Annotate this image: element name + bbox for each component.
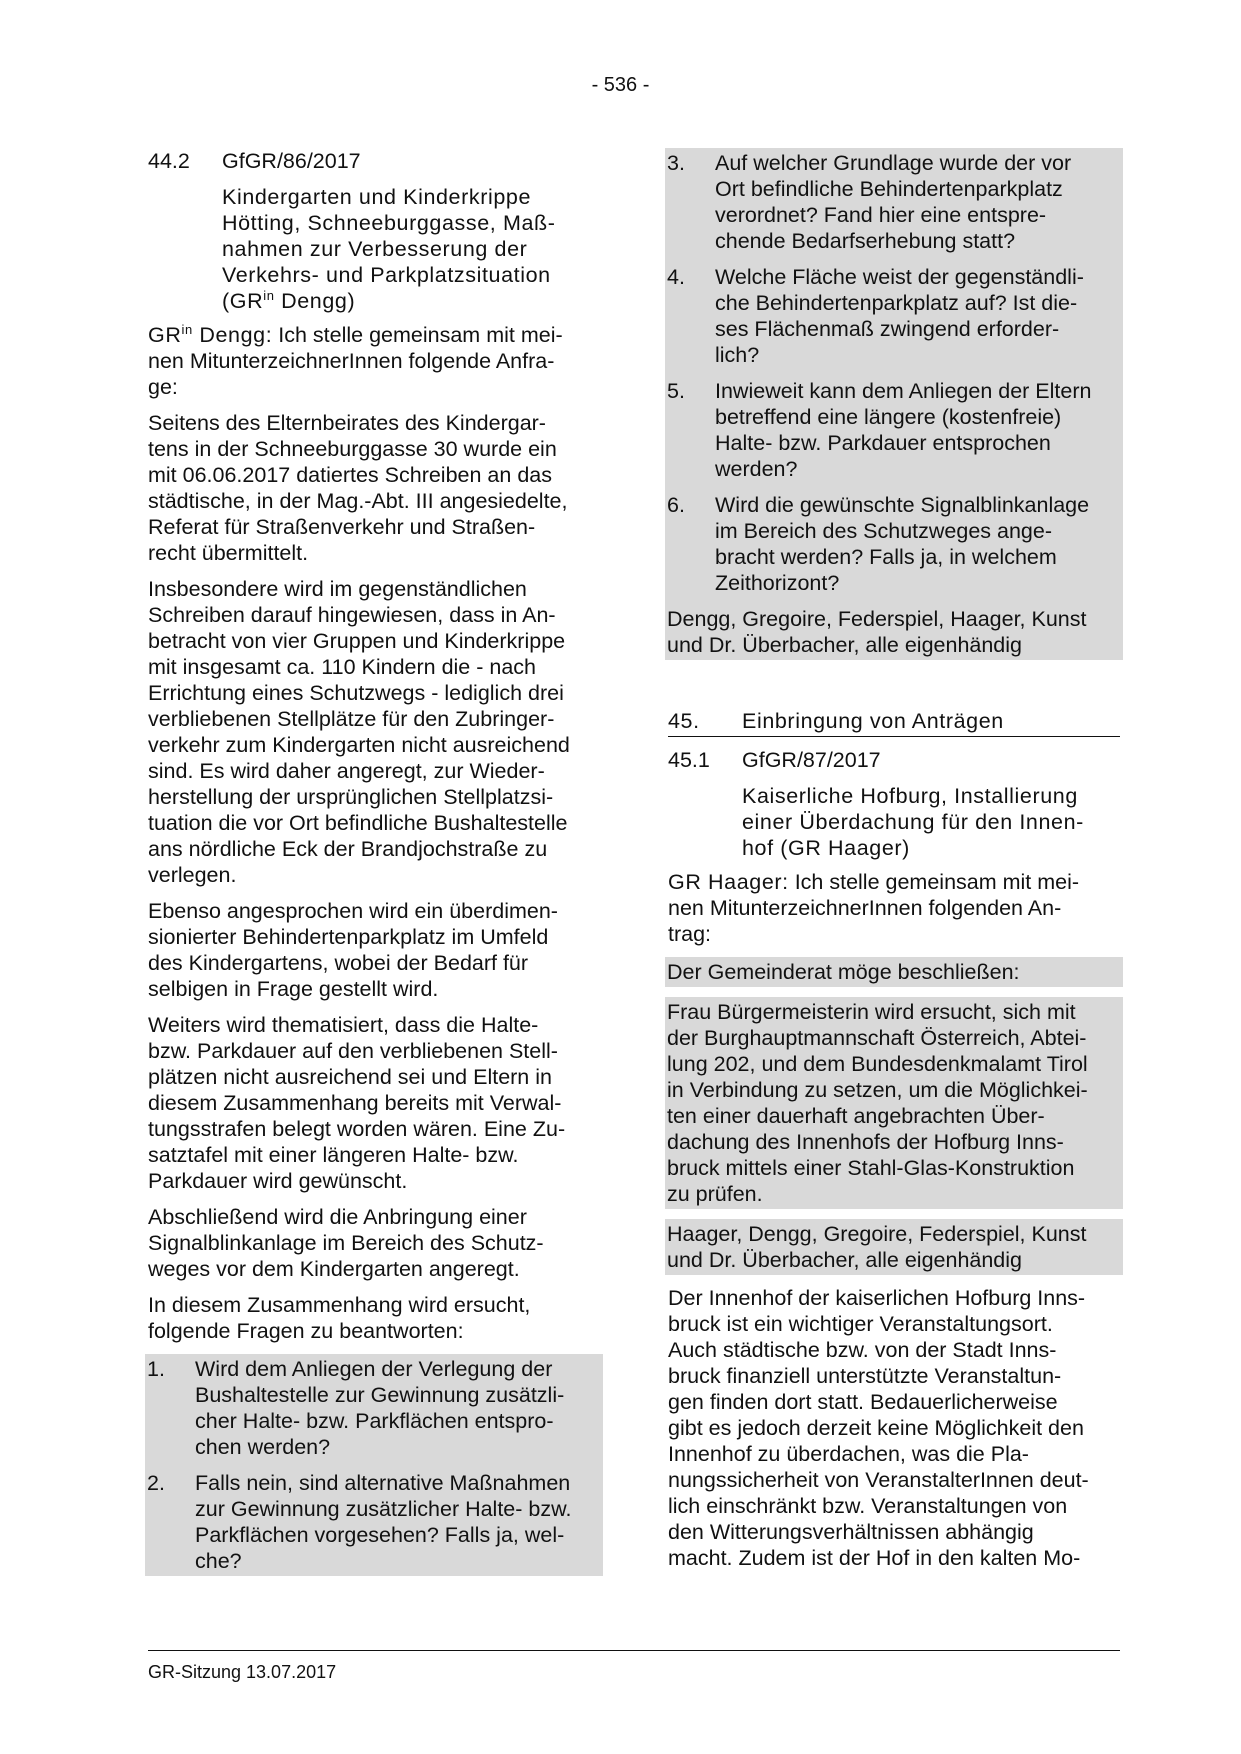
motion-text: Frau Bürgermeisterin wird ersucht, sich mit der Burghauptmannschaft Österreich, Abtei- lung 202, und dem Bundesdenkmalamt Tirol in Verbindung zu setzen, um die Möglichkei- ten einer dauerhaft angebrachten Über- dachung des Innenhofs der Hofburg Inns- bruck mittels einer Stahl-Glas-Konstruktion zu prüfen.: [665, 997, 1123, 1209]
paragraph: In diesem Zusammenhang wird ersucht, folgende Fragen zu beantworten:: [148, 1293, 531, 1343]
right-column: [668, 148, 1120, 1581]
question: 6. Wird die gewünschte Signalblinkanlage im Bereich des Schutzweges ange- bracht werden? Falls ja, in welchem Zeithorizont?: [667, 493, 1090, 595]
paragraph: Weiters wird thematisiert, dass die Halte- bzw. Parkdauer auf den verbliebenen Stell- plätzen nicht ausreichend sei und Eltern in diesem Zusammenhang bereits mit Verwal- tungsstrafen belegt worden wären. Eine Zu- satztafel mit einer längeren Halte- bzw. Parkdauer wird gewünscht.: [148, 1013, 566, 1193]
item-header: [148, 148, 600, 174]
paragraph: Seitens des Elternbeirates des Kindergar- tens in der Schneeburggasse 30 wurde ein mit 06.06.2017 datiertes Schreiben an das städtische, in der Mag.-Abt. III angesiedelte, Referat für Straßenverkehr und Straßen- recht übermittelt.: [148, 411, 568, 565]
page-number: - 536 -: [591, 74, 650, 96]
title-line: Verkehrs- und Parkplatzsituation: [222, 263, 551, 287]
question: 4. Welche Fläche weist der gegenständli- che Behindertenparkplatz auf? Ist die- ses Flächenmaß zwingend erforder- lich?: [667, 265, 1084, 367]
section-title: Einbringung von Anträgen: [742, 709, 1004, 733]
questions-box-right: [665, 148, 1123, 660]
item-title: [222, 184, 600, 314]
question: 5. Inwieweit kann dem Anliegen der Eltern betreffend eine längere (kostenfreie) Halte- bzw. Parkdauer entsprochen werden?: [667, 379, 1092, 481]
speaker-intro: $GR^{in}$ Dengg: Ich stelle gemeinsam mit mei- nen MitunterzeichnerInnen folgende Anfra- ge:: [148, 321, 563, 399]
speaker-name: $GR^{in}$ Dengg:: [148, 321, 273, 347]
item-header: [668, 747, 1120, 773]
speaker-intro: GR Haager: Ich stelle gemeinsam mit mei- nen MitunterzeichnerInnen folgenden An- trag:: [668, 870, 1080, 946]
motion-heading: Der Gemeinderat möge beschließen:: [665, 957, 1123, 987]
title-author: ($GR^{in}$ Dengg): [222, 287, 356, 313]
item-number: 45.1: [668, 748, 710, 772]
paragraph: Abschließend wird die Anbringung einer Signalblinkanlage im Bereich des Schutz- weges vor dem Kindergarten angeregt.: [148, 1205, 544, 1281]
item-number: 44.2: [148, 149, 190, 173]
signatures: Haager, Dengg, Gregoire, Federspiel, Kunst und Dr. Überbacher, alle eigenhändig: [665, 1219, 1123, 1275]
title-line: Kaiserliche Hofburg, Installierung: [742, 784, 1078, 808]
section-heading: [668, 708, 1120, 737]
questions-box-left: [145, 1354, 603, 1576]
title-line: hof (GR Haager): [742, 836, 910, 860]
signatures: Dengg, Gregoire, Federspiel, Haager, Kunst und Dr. Überbacher, alle eigenhändig: [667, 607, 1087, 657]
title-line: Hötting, Schneeburggasse, Maß-: [222, 211, 556, 235]
question: 3. Auf welcher Grundlage wurde der vor Ort befindliche Behindertenparkplatz verordnet? Fand hier eine entspre- chende Bedarfserhebung statt?: [667, 151, 1072, 253]
title-line: Kindergarten und Kinderkrippe: [222, 185, 532, 209]
title-line: nahmen zur Verbesserung der: [222, 237, 528, 261]
speaker-name: GR Haager:: [668, 870, 789, 894]
section-number: 45.: [668, 709, 700, 733]
paragraph: Ebenso angesprochen wird ein überdimen- sionierter Behindertenparkplatz im Umfeld des Kindergartens, wobei der Bedarf für selbigen in Frage gestellt wird.: [148, 899, 558, 1001]
question: 1. Wird dem Anliegen der Verlegung der Bushaltestelle zur Gewinnung zusätzli- cher Halte- bzw. Parkflächen entspro- chen werden?: [147, 1357, 565, 1459]
item-code: GfGR/87/2017: [742, 748, 881, 772]
footer-divider: [148, 1650, 1120, 1651]
paragraph: Der Innenhof der kaiserlichen Hofburg Inns- bruck ist ein wichtiger Veranstaltungsort. Auch städtische bzw. von der Stadt Inns- bruck finanziell unterstützte Veranstaltun- gen finden dort statt. Bedauerlicherweise gibt es jedoch derzeit keine Möglichkeit den Innenhof zu überdachen, was die Pla- nungssicherheit von VeranstalterInnen deut- lich einschränkt bzw. Veranstaltungen von den Witterungsverhältnissen abhängig macht. Zudem ist der Hof in den kalten Mo-: [668, 1286, 1089, 1570]
footer: GR-Sitzung 13.07.2017: [148, 1662, 337, 1682]
title-line: einer Überdachung für den Innen-: [742, 810, 1084, 834]
question: 2. Falls nein, sind alternative Maßnahmen zur Gewinnung zusätzlicher Halte- bzw. Parkflächen vorgesehen? Falls ja, wel- che?: [147, 1471, 572, 1573]
item-title: [742, 783, 1120, 861]
item-code: GfGR/86/2017: [222, 149, 361, 173]
left-column: [148, 148, 600, 1576]
paragraph: Insbesondere wird im gegenständlichen Schreiben darauf hingewiesen, dass in An- betracht von vier Gruppen und Kinderkrippe mit insgesamt ca. 110 Kindern die - nach Errichtung eines Schutzwegs - lediglich drei verbliebenen Stellplätze für den Zubringer- verkehr zum Kindergarten nicht ausreichend sind. Es wird daher angeregt, zur Wieder- herstellung der ursprünglichen Stellplatzsi- tuation die vor Ort befindliche Bushaltestelle ans nördliche Eck der Brandjochstraße zu verlegen.: [148, 577, 570, 887]
